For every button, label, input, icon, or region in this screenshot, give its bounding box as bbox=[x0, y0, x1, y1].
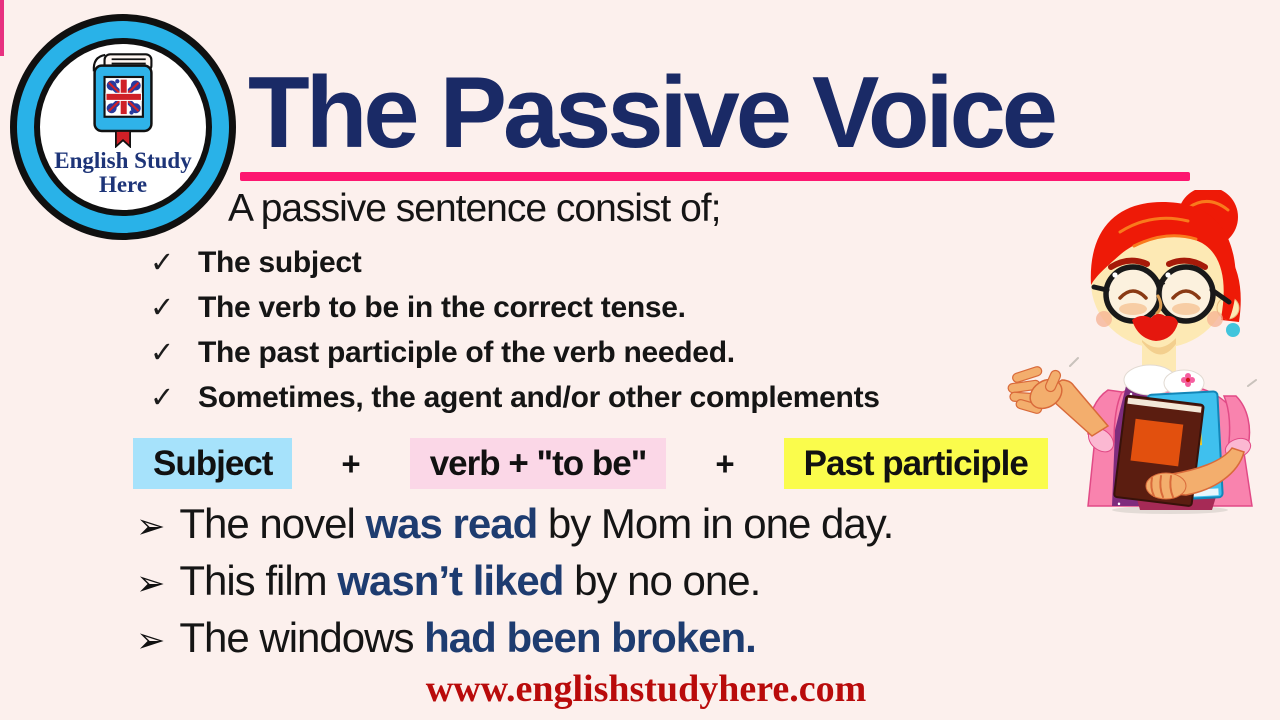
example-text: The novel was read by Mom in one day. bbox=[179, 500, 894, 547]
checklist-item-label: The verb to be in the correct tense. bbox=[198, 291, 686, 324]
open-hand bbox=[1008, 366, 1068, 415]
logo-inner-circle bbox=[34, 38, 212, 216]
example-sentence bbox=[136, 557, 893, 614]
checklist-item bbox=[150, 335, 880, 380]
title-underline bbox=[240, 172, 1190, 181]
example-text: This film wasn’t liked by no one. bbox=[179, 557, 761, 604]
components-checklist bbox=[150, 245, 880, 425]
edge-accent-strip bbox=[0, 0, 4, 56]
arrow-bullet-icon: ➢ bbox=[136, 564, 165, 603]
example-verb-highlight: wasn’t liked bbox=[337, 557, 564, 604]
checklist-item bbox=[150, 290, 880, 335]
example-sentence bbox=[136, 500, 893, 557]
passive-formula-row bbox=[133, 438, 1048, 489]
checklist-item bbox=[150, 245, 880, 290]
checklist-item-label: The past participle of the verb needed. bbox=[198, 336, 735, 369]
arrow-bullet-icon: ➢ bbox=[136, 621, 165, 660]
checklist-item-label: Sometimes, the agent and/or other complements bbox=[198, 381, 880, 414]
teacher-illustration bbox=[1000, 190, 1268, 515]
check-icon: ✓ bbox=[150, 382, 174, 414]
uk-flag-book-icon bbox=[83, 50, 163, 148]
check-icon: ✓ bbox=[150, 337, 174, 369]
check-icon: ✓ bbox=[150, 292, 174, 324]
example-sentence bbox=[136, 614, 893, 671]
logo-text-line1: English Study bbox=[54, 148, 192, 173]
english-study-here-logo bbox=[10, 14, 236, 240]
page-title: The Passive Voice bbox=[248, 57, 1054, 169]
formula-subject-box: Subject bbox=[133, 438, 292, 489]
logo-text-line2: Here bbox=[98, 172, 148, 197]
logo-text bbox=[54, 149, 191, 197]
example-verb-highlight: was read bbox=[365, 500, 538, 547]
example-verb-highlight: had been broken. bbox=[424, 614, 756, 661]
formula-verb-box: verb + "to be" bbox=[410, 438, 667, 489]
plus-sign: + bbox=[341, 444, 361, 482]
check-icon: ✓ bbox=[150, 247, 174, 279]
website-url: www.englishstudyhere.com bbox=[425, 668, 867, 710]
example-sentences bbox=[136, 500, 893, 671]
example-text: The windows had been broken. bbox=[179, 614, 756, 661]
checklist-item bbox=[150, 380, 880, 425]
arrow-bullet-icon: ➢ bbox=[136, 507, 165, 546]
subtitle: A passive sentence consist of; bbox=[228, 187, 721, 230]
plus-sign: + bbox=[715, 444, 735, 482]
checklist-item-label: The subject bbox=[198, 246, 362, 279]
formula-participle-box: Past participle bbox=[784, 438, 1048, 489]
